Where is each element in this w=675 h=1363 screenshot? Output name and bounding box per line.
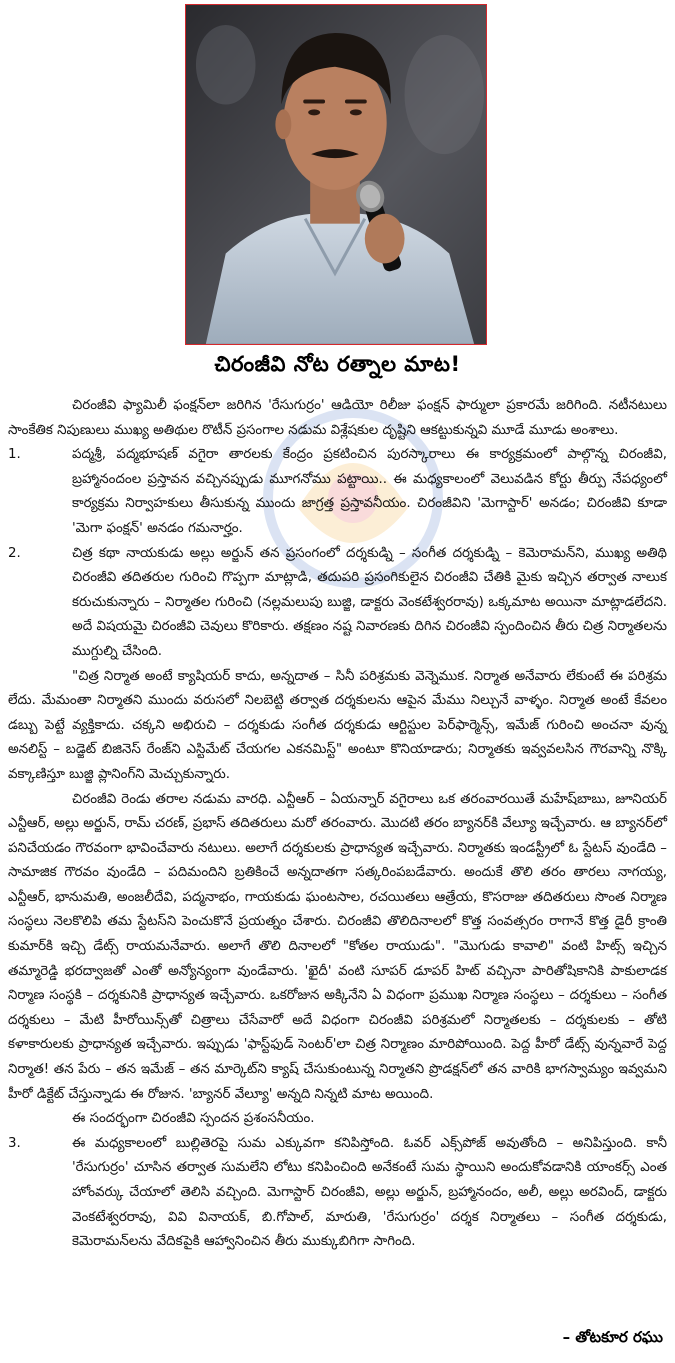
numbered-point [8,542,667,665]
article-paragraph: ఈ మధ్యకాలంలో బుల్లితెరపై సుమ ఎక్కువగా కనిపిస్తోంది. ఓవర్ ఎక్స్‌పోజ్ అవుతోంది – అనిపిస్తుంది. కానీ 'రేసుగుర్రం' చూసిన తర్వాత సుమలేని లోటు కనిపించింది అనేకంటే సుమ స్థాయిని అందుకోవడానికి యాంకర్స్ ఎంత హోంవర్కు చేయాలో తెలిసి వచ్చింది. మెగాస్టార్ చిరంజీవి, అల్లు అర్జున్, బ్రహ్మానందం, అలీ, అల్లు అరవింద్, డాక్టరు వెంకటేశ్వరరావు, వివి వినాయక్, బి.గోపాల్, మారుతి, 'రేసుగుర్రం' దర్శక నిర్మాతలు – సంగీత దర్శకుడు, కెమెరామన్‌లను వేదికపైకి ఆహ్వానించిన తీరు ముక్కుబిగిగా సాగింది. [72,1135,667,1250]
numbered-point [8,1132,667,1255]
article-paragraph: చిరంజీవి ఫ్యామిలీ ఫంక్షన్‌లా జరిగిన 'రేసుగుర్రం' ఆడియో రిలీజు ఫంక్షన్ ఫార్ములా ప్రకారమే జరిగింది. నటీనటులు సాంకేతిక నిపుణులు ముఖ్య అతిథుల రొటీన్ ప్రసంగాల నడుమ విశ్లేషకుల దృష్టిని ఆకట్టుకున్నవి మూడే మూడు అంశాలు. [8,398,667,438]
point-number: 2. [8,545,21,561]
point-number: 1. [8,447,21,463]
article-paragraph: చిరంజీవి రెండు తరాల నడుమ వారధి. ఎన్టీఆర్ – ఏయన్నార్ వగైరాలు ఒక తరంవారయితే మహేష్‌బాబు, జూనియర్ ఎన్టీఆర్, అల్లు అర్జున్, రామ్ చరణ్, ప్రభాస్ తదితరులు మరో తరంవారు. మొదటి తరం బ్యానర్‌కి వేల్యూ ఇచ్చేవారు. ఆ బ్యానర్‌లో పనిచేయడం గౌరవంగా భావించేవారు నటులు. అలాగే దర్శకులకు ప్రాధాన్యత ఇచ్చేవారు. నిర్మాతకు ఇండస్ట్రీలో ఓ స్టేటస్ వుండేది – సామాజిక గౌరవం వుండేది – పదిమందిని బ్రతికించే అన్నదాతగా సత్కరింపబడేవారు. అందుకే తొలి తరం తారలు నాగయ్య, ఎన్టీఆర్, భానుమతి, అంజలీదేవి, పద్మనాభం, గాయకుడు ఘంటసాల, రచయితలు ఆత్రేయ, కొసరాజు తదితరులు సొంత నిర్మాణ సంస్థలు నెలకొలిపి తమ స్టేటస్‌ని పెంచుకొనే ప్రయత్నం చేశారు. చిరంజీవి తొలిదినాలలో కొత్త సంవత్సరం రాగానే కొత్త డైరీ క్రాంతి కుమార్‌కి ఇచ్చి డేట్స్ రాయమనేవారు. అలాగే తొలి దినాలలో "కోతల రాయుడు". "మొగుడు కావాలి" వంటి హిట్స్ ఇచ్చిన తమ్మారెడ్డి భరద్వాజతో ఎంతో అన్యోన్యంగా వుండేవారు. 'ఖైదీ' వంటి సూపర్ డూపర్ హిట్ వచ్చినా పారితోషికానికి పాకులాడక నిర్మాణ సంస్థకి – దర్శకునికి ప్రాధాన్యత ఇచ్చేవారు. ఒకరోజున అక్కినేని ఏ విధంగా ప్రముఖ నిర్మాణ సంస్థలు – దర్శకులు – సంగీత దర్శకులు – మేటి హీరోయిన్స్‌తో చిత్రాలు చేసేవారో అదే విధంగా చిరంజీవి పరిశ్రమలో నిర్మాతలకు – దర్శకులకు – తోటి కళాకారులకు ప్రాధాన్యత ఇచ్చేవారు. ఇప్పుడు 'ఫాస్ట్‌ఫుడ్ సెంటర్‌'లా చిత్ర నిర్మాణం మారిపోయింది. పెద్ద హీరో డేట్స్ వున్నవారే పెద్ద నిర్మాత! తన పేరు – తన ఇమేజ్ – తన మార్కెట్‌ని క్యాష్ చేసుకుంటున్న నిర్మాతని ప్రొడక్షన్‌లో తన వారికి భాగస్వామ్యం ఇవ్వమని హీరో డిక్టేట్ చేస్తున్నాడు ఈ రోజున. 'బ్యానర్ వేల్యూ' అన్నది నిన్నటి మాట అయింది. [8,791,667,1102]
article-paragraph: ఈ సందర్భంగా చిరంజీవి స్పందన ప్రశంసనీయం. [72,1111,315,1127]
article-body [8,394,667,1255]
article-headline: చిరంజీవి నోట రత్నాల మాట! [214,352,461,376]
author-signature: – తోటకూర రఘు [562,1328,663,1346]
article-photo [185,4,487,345]
article-paragraph: చిత్ర కథా నాయకుడు అల్లు అర్జున్ తన ప్రసంగంలో దర్శకుడ్ని – సంగీత దర్శకుడ్ని – కెమెరామన్‌ని, ముఖ్య అతిథి చిరంజీవి తదితరుల గురించి గొప్పగా మాట్లాడి, తదుపరి ప్రసంగికులైన చిరంజీవి చేతికి మైకు ఇచ్చిన తర్వాత నాలుక కరుచుకున్నారు – నిర్మాతల గురించి (నల్లమలుపు బుజ్జి, డాక్టరు వెంకటేశ్వరరావు) ఒక్కమాట అయినా మాట్లాడలేదని. అదే విషయమై చిరంజీవి చెవులు కొరికారు. తక్షణం నష్ట నివారణకు దిగిన చిరంజీవి స్పందించిన తీరు చిత్ర నిర్మాతలను ముగ్దుల్ని చేసింది. [72,545,667,659]
article-paragraph: పద్మశ్రీ, పద్మభూషణ్ వగైరా తారలకు కేంద్రం ప్రకటించిన పురస్కారాలు ఈ కార్యక్రమంలో పాల్గొన్న చిరంజీవి, బ్రహ్మానందంల ప్రస్తావన వచ్చినప్పుడు మూగనోము పట్టాయి.. ఈ మధ్యకాలంలో వెలువడిన కోర్టు తీర్పు నేపధ్యంలో కార్యక్రమ నిర్వాహకులు తీసుకున్న ముందు జాగ్రత్త ప్రస్తావనీయం. చిరంజీవిని 'మెగాస్టార్' అనడం; చిరంజీవి కూడా 'మెగా ఫంక్షన్' అనడం గమనార్హం. [72,447,667,536]
numbered-point [8,443,667,541]
photo-illustration [186,5,486,344]
point-number: 3. [8,1135,21,1151]
article-paragraph: "చిత్ర నిర్మాత అంటే క్యాషియర్ కాదు, అన్నదాత – సినీ పరిశ్రమకు వెన్నెముక. నిర్మాత అనేవారు లేకుంటే ఈ పరిశ్రమ లేదు. మేమంతా నిర్మాతని ముందు వరుసలో నిలబెట్టి తర్వాత దర్శకులను ఆపైన మేము నిల్చునే వాళ్ళం. నిర్మాత అంటే కేవలం డబ్బు పెట్టే వ్యక్తికాదు. చక్కని అభిరుచి – దర్శకుడు సంగీత దర్శకుడు ఆర్టిస్టుల పెర్‌ఫార్మెన్స్, ఇమేజ్ గురించి అంచనా వున్న అనలిస్ట్ – బడ్జెట్ బిజినెస్ రేంజ్‌ని ఎస్టిమేట్ చేయగల ఎకనమిస్ట్" అంటూ కొనియాడారు; నిర్మాతకు ఇవ్వవలసిన గౌరవాన్ని నొక్కి వక్కాణిస్తూ బుజ్జి ప్లానింగ్‌ని మెచ్చుకున్నారు. [8,668,667,782]
